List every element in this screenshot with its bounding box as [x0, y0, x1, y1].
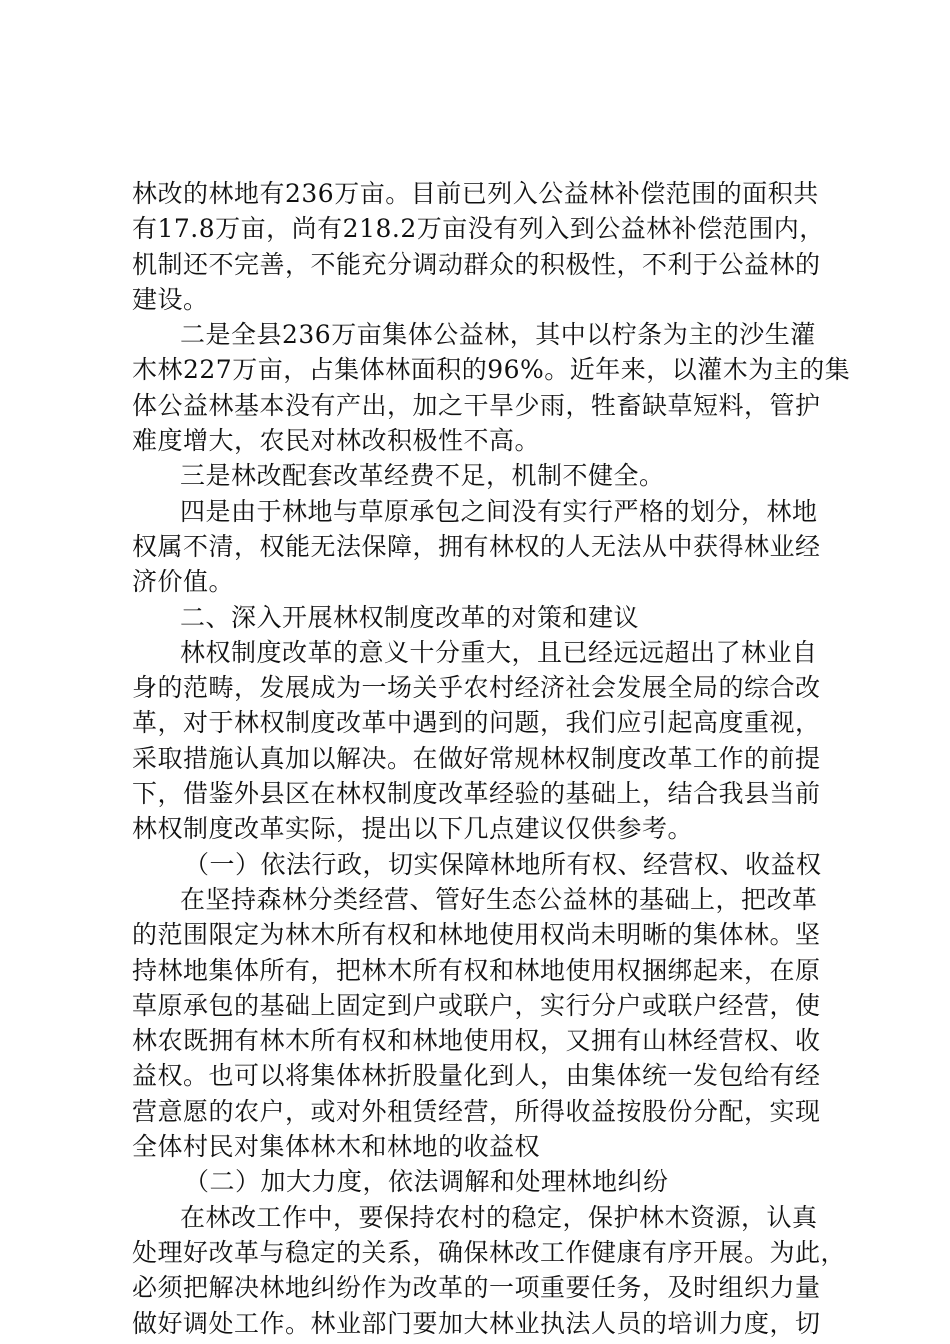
text-line: 采取措施认真加以解决。在做好常规林权制度改革工作的前提	[132, 743, 821, 773]
text-line: 林农既拥有林木所有权和林地使用权，又拥有山林经营权、收	[132, 1026, 821, 1056]
text-line: 全体村民对集体林木和林地的收益权	[132, 1132, 541, 1162]
text-line: 二、深入开展林权制度改革的对策和建议	[180, 602, 640, 632]
text-line: 四是由于林地与草原承包之间没有实行严格的划分，林地	[180, 496, 818, 526]
text-line: 身的范畴，发展成为一场关乎农村经济社会发展全局的综合改	[132, 673, 821, 703]
text-line: 持林地集体所有，把林木所有权和林地使用权捆绑起来，在原	[132, 955, 821, 985]
text-line: 机制还不完善，不能充分调动群众的积极性，不利于公益林的	[132, 249, 821, 279]
text-line: 革，对于林权制度改革中遇到的问题，我们应引起高度重视，	[132, 708, 821, 738]
text-line: 木林227万亩，占集体林面积的96%。近年来，以灌木为主的集	[132, 355, 851, 385]
text-line: 建设。	[132, 284, 209, 314]
text-line: 营意愿的农户，或对外租赁经营，所得收益按股份分配，实现	[132, 1096, 821, 1126]
text-line: 处理好改革与稳定的关系，确保林改工作健康有序开展。为此，	[132, 1237, 847, 1267]
text-line: 有17.8万亩，尚有218.2万亩没有列入到公益林补偿范围内，	[132, 214, 825, 244]
document-body	[132, 176, 851, 1341]
text-line: 济价值。	[132, 567, 235, 597]
text-line: 林权制度改革的意义十分重大，且已经远远超出了林业自	[180, 637, 818, 667]
text-line: 益权。也可以将集体林折股量化到人，由集体统一发包给有经	[132, 1061, 821, 1091]
text-line: （二）加大力度，依法调解和处理林地纠纷	[184, 1167, 669, 1197]
text-line: 林改的林地有236万亩。目前已列入公益林补偿范围的面积共	[132, 179, 819, 208]
text-line: 林权制度改革实际，提出以下几点建议仅供参考。	[132, 814, 694, 844]
text-line: 三是林改配套改革经费不足，机制不健全。	[180, 461, 665, 491]
text-line: 下，借鉴外县区在林权制度改革经验的基础上，结合我县当前	[132, 779, 821, 809]
text-line: 做好调处工作。林业部门要加大林业执法人员的培训力度，切	[132, 1308, 821, 1338]
text-line: 在坚持森林分类经营、管好生态公益林的基础上，把改革	[180, 884, 818, 914]
text-line: 体公益林基本没有产出，加之干旱少雨，牲畜缺草短料，管护	[132, 390, 821, 420]
text-line: 在林改工作中，要保持农村的稳定，保护林木资源，认真	[180, 1202, 818, 1232]
text-line: 草原承包的基础上固定到户或联户，实行分户或联户经营，使	[132, 990, 821, 1020]
text-line: 难度增大，农民对林改积极性不高。	[132, 426, 541, 456]
text-line: 必须把解决林地纠纷作为改革的一项重要任务，及时组织力量	[132, 1273, 821, 1303]
text-line: 的范围限定为林木所有权和林地使用权尚未明晰的集体林。坚	[132, 920, 821, 950]
text-line: 权属不清，权能无法保障，拥有林权的人无法从中获得林业经	[132, 531, 821, 561]
text-line: （一）依法行政，切实保障林地所有权、经营权、收益权	[184, 849, 822, 879]
text-line: 二是全县236万亩集体公益林，其中以柠条为主的沙生灌	[180, 320, 816, 350]
